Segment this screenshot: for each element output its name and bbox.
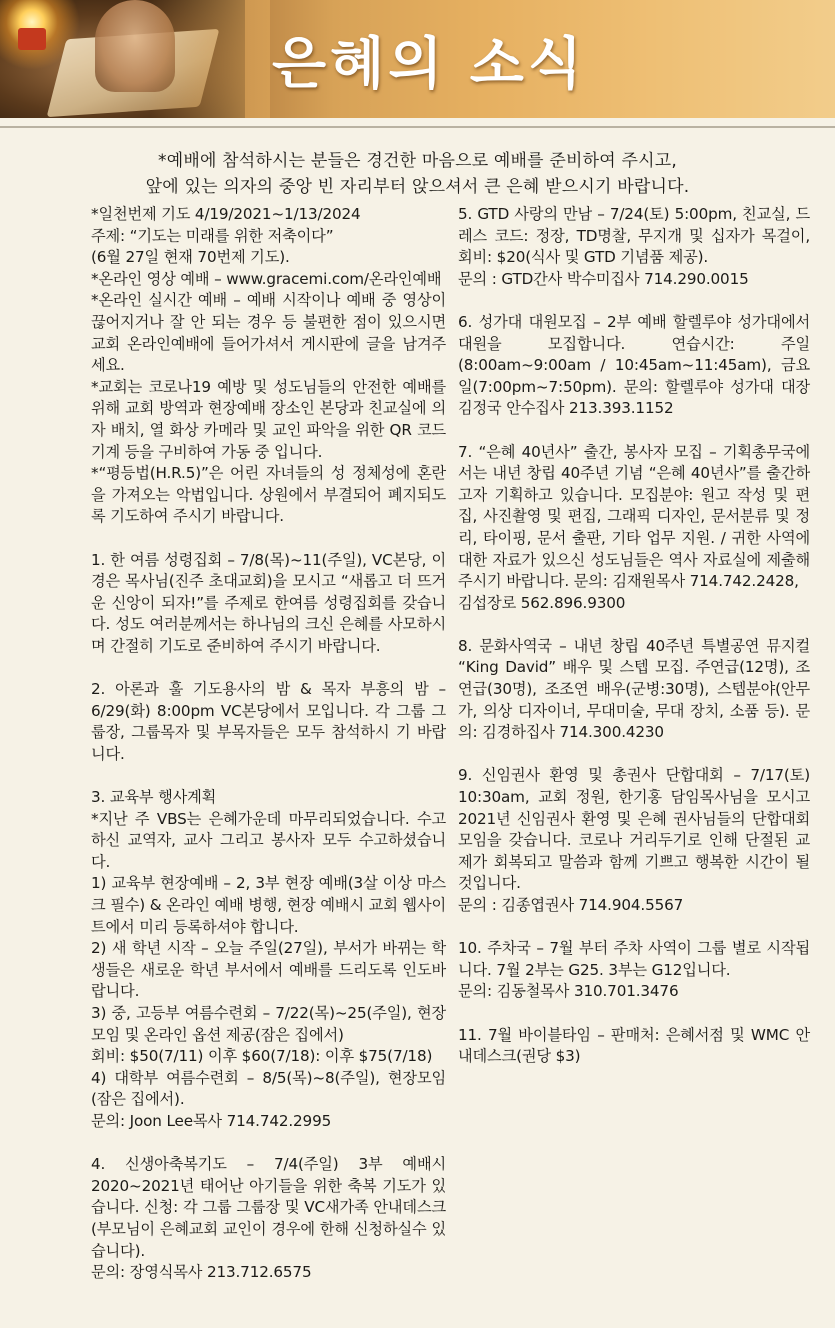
header-banner xyxy=(0,0,835,118)
announcement-item: 11. 7월 바이블타임 – 판매처: 은혜서점 및 WMC 안내데스크(권당 $3) xyxy=(458,1025,810,1066)
announcement-item: 주제: “기도는 미래를 위한 저축이다” xyxy=(91,226,334,245)
praying-hands-image xyxy=(95,0,175,92)
announcement-item: 8. 문화사역국 – 내년 창립 40주년 특별공연 뮤지컬 “King David” 배우 및 스텝 모집. 주연급(12명), 조연급(30명), 조조연 배우(군병:30명), 스텝분야(안무가, 의상 디자이너, 무대미술, 무대 장치, 소품 등). 문의: 김경하집사 714.300.4230 xyxy=(458,636,810,742)
contact-line: 문의: 장영식목사 213.712.6575 xyxy=(91,1263,312,1282)
contact-line: 문의 : GTD간사 박수미집사 714.290.0015 xyxy=(458,269,749,288)
announcement-item: 5. GTD 사랑의 만남 – 7/24(토) 5:00pm, 친교실, 드레스 코드: 정장, TD명찰, 무지개 및 십자가 목걸이, 회비: $20(식사 및 GTD 기념품 제공). xyxy=(458,205,810,267)
announcement-item: 4) 대학부 여름수련회 – 8/5(목)~8(주일), 현장모임(잠은 집에서). xyxy=(91,1068,446,1109)
announcement-item: 3. 교육부 행사계획 xyxy=(91,788,217,807)
header-divider xyxy=(0,126,835,128)
announcement-item: *교회는 코로나19 예방 및 성도님들의 안전한 예배를 위해 교회 방역과 현장예배 장소인 본당과 친교실에 의자 배치, 열 화상 카메라 및 교인 파악을 위한 QR 코드 기계 등을 구비하여 가동 중 입니다. xyxy=(91,377,446,461)
announcement-item: 4. 신생아축복기도 – 7/4(주일) 3부 예배시 2020~2021년 태어난 아기들을 위한 축복 기도가 있습니다. 신청: 각 그룹 그룹장 및 VC새가족 안내데스크(부모님이 은혜교회 교인이 경우에 한해 신청하실수 있습니다). xyxy=(91,1155,446,1260)
contact-line: 문의: Joon Lee목사 714.742.2995 xyxy=(91,1111,332,1130)
announcement-item: 2) 새 학년 시작 – 오늘 주일(27일), 부서가 바뀌는 학생들은 새로운 학년 부서에서 예배를 드리도록 인도바랍니다. xyxy=(91,939,446,1001)
prayer-photo xyxy=(0,0,245,118)
announcement-item: *일천번제 기도 4/19/2021~1/13/2024 xyxy=(91,205,361,223)
announcement-item: *지난 주 VBS는 은혜가운데 마무리되었습니다. 수고하신 교역자, 교사 그리고 봉사자 모두 수고하셨습니다. xyxy=(91,809,446,871)
announcement-item: 1. 한 여름 성령집회 – 7/8(목)~11(주일), VC본당, 이경은 목사님(진주 초대교회)을 모시고 “새롭고 더 뜨거운 신앙이 되자!”를 주제로 한여름 성령집회를 갖습니다. 성도 여러분께서는 하나님의 크신 은혜를 사모하시며 간절히 기도로 준비하여 주시기 바랍니다. xyxy=(91,550,446,655)
announcement-item: 2. 아론과 훌 기도용사의 밤 & 목자 부흥의 밤 – 6/29(화) 8:00pm VC본당에서 모입니다. 각 그룹 그룹장, 그룹목자 및 부목자들은 모두 참석하시 기 바랍니다. xyxy=(91,680,446,763)
page-title: 은혜의 소식 xyxy=(272,31,586,97)
announcement-item: 1) 교육부 현장예배 – 2, 3부 현장 예배(3살 이상 마스크 필수) & 온라인 예배 병행, 현장 예배시 교회 웹사이트에서 미리 등록하셔야 합니다. xyxy=(91,874,446,936)
announcement-item: 10. 주차국 – 7월 부터 주차 사역이 그룹 별로 시작됩니다. 7월 2부는 G25. 3부는 G12입니다. xyxy=(458,939,810,979)
announcement-item: (6월 27일 현재 70번제 기도). xyxy=(91,248,290,267)
announcement-item: 9. 신임권사 환영 및 총권사 단합대회 – 7/17(토) 10:30am, 교회 정원, 한기홍 담임목사님을 모시고 2021년 신임권사 환영 및 은혜 권사님들의 단합대회 모임을 갖습니다. 코로나 거리두기로 인해 단절된 교제가 회복되고 말씀과 함께 기쁘고 행복한 시간이 될 것입니다. xyxy=(458,766,811,893)
announcement-item: *온라인 실시간 예배 – 예배 시작이나 예배 중 영상이 끊어지거나 잘 안 되는 경우 등 불편한 점이 있으시면 교회 온라인예배에 들어가셔서 게시판에 글을 남겨주세요. xyxy=(91,291,446,375)
contact-line: 김섭장로 562.896.9300 xyxy=(458,593,626,612)
right-column xyxy=(458,204,810,1068)
contact-line: 문의: 김동철목사 310.701.3476 xyxy=(458,982,679,1001)
announcement-item: 회비: $50(7/11) 이후 $60(7/18): 이후 $75(7/18) xyxy=(91,1047,433,1066)
left-column xyxy=(91,204,446,1284)
contact-line: 문의 : 김종엽권사 714.904.5567 xyxy=(458,896,684,914)
notice-line: 앞에 있는 의자의 중앙 빈 자리부터 앉으셔서 큰 은혜 받으시기 바랍니다. xyxy=(145,177,690,197)
announcement-item: *“평등법(H.R.5)”은 어린 자녀들의 성 정체성에 혼란을 가져오는 악법입니다. 상원에서 부결되어 폐지되도록 기도하여 주시기 바랍니다. xyxy=(91,464,446,526)
announcement-item: *온라인 영상 예배 – www.gracemi.com/온라인예배 xyxy=(91,269,442,288)
worship-notice xyxy=(0,148,835,200)
candle-body xyxy=(18,28,46,50)
announcement-item: 6. 성가대 대원모집 – 2부 예배 할렐루야 성가대에서 대원을 모집합니다. 연습시간: 주일(8:00am~9:00am / 10:45am~11:45am), 금요일(7:00pm~7:50pm). 문의: 할렐루야 성가대 대장 김정국 안수집사 213.393.1152 xyxy=(458,312,810,418)
announcement-item: 7. “은혜 40년사” 출간, 봉사자 모집 – 기획총무국에서는 내년 창립 40주년 기념 “은혜 40년사”를 출간하고자 기획하고 있습니다. 모집분야: 원고 작성 및 편 집, 사진촬영 및 편집, 그래픽 디자인, 문서분류 및 정리, 타이핑, 문서 출판, 기타 업무 지원. / 귀한 사역에 대한 자료가 있으신 성도님들은 역사 자료실에 제출해 주시기 바랍니다. 문의: 김재원목사 714.742.2428, xyxy=(458,442,810,591)
notice-line: *예배에 참석하시는 분들은 경건한 마음으로 예배를 준비하여 주시고, xyxy=(158,151,677,171)
announcement-item: 3) 중, 고등부 여름수련회 – 7/22(목)~25(주일), 현장 모임 및 온라인 옵션 제공(잠은 집에서) xyxy=(91,1003,446,1044)
